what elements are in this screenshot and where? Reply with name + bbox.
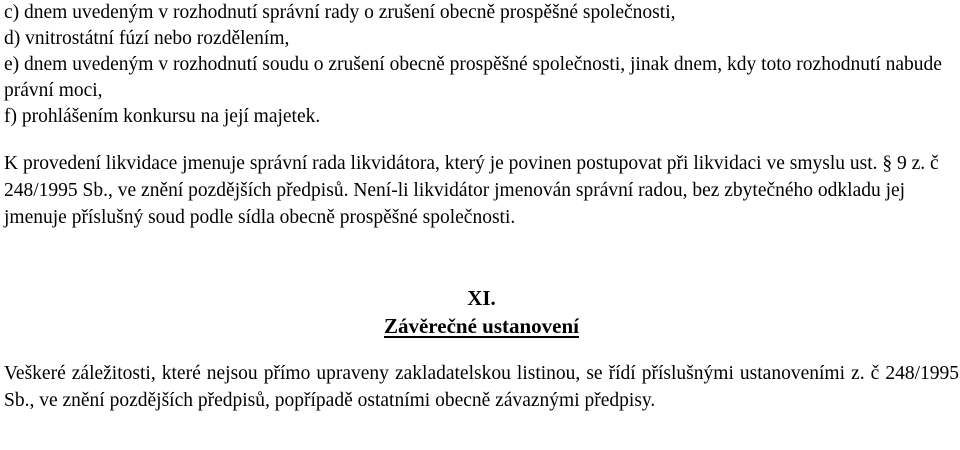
section-title: Závěrečné ustanovení [383, 314, 580, 338]
liquidation-paragraph: K provedení likvidace jmenuje správní rada likvidátora, který je povinen postupovat při likvidaci ve smyslu ust. § 9 z. č 248/1995 Sb., ve znění pozdějších předpisů. Není-li likvidátor jmenován správní radou, bez zbytečného odkladu jej jmenuje příslušný soud podle sídla obecně prospěšné společnosti. [4, 153, 939, 228]
list-item-c: c) dnem uvedeným v rozhodnutí správní rady o zrušení obecně prospěšné společnosti, [4, 2, 676, 23]
spacer [4, 231, 959, 285]
list-item-f: f) prohlášením konkursu na její majetek. [4, 106, 321, 127]
spacer [4, 340, 959, 360]
termination-list [4, 0, 959, 130]
list-item-d: d) vnitrostátní fúzí nebo rozdělením, [4, 28, 290, 49]
final-provisions-paragraph: Veškeré záležitosti, které nejsou přímo upraveny zakladatelskou listinou, se řídí příslušnými ustanoveními z. č 248/1995 Sb., ve znění pozdějších předpisů, popřípadě ostatními obecně závaznými předpisy. [4, 363, 959, 411]
spacer [4, 130, 959, 150]
document-page [4, 0, 959, 414]
list-item-e: e) dnem uvedeným v rozhodnutí soudu o zrušení obecně prospěšné společnosti, jinak dnem, kdy toto rozhodnutí nabude právní moci, [4, 54, 942, 101]
section-number: XI. [467, 286, 496, 310]
